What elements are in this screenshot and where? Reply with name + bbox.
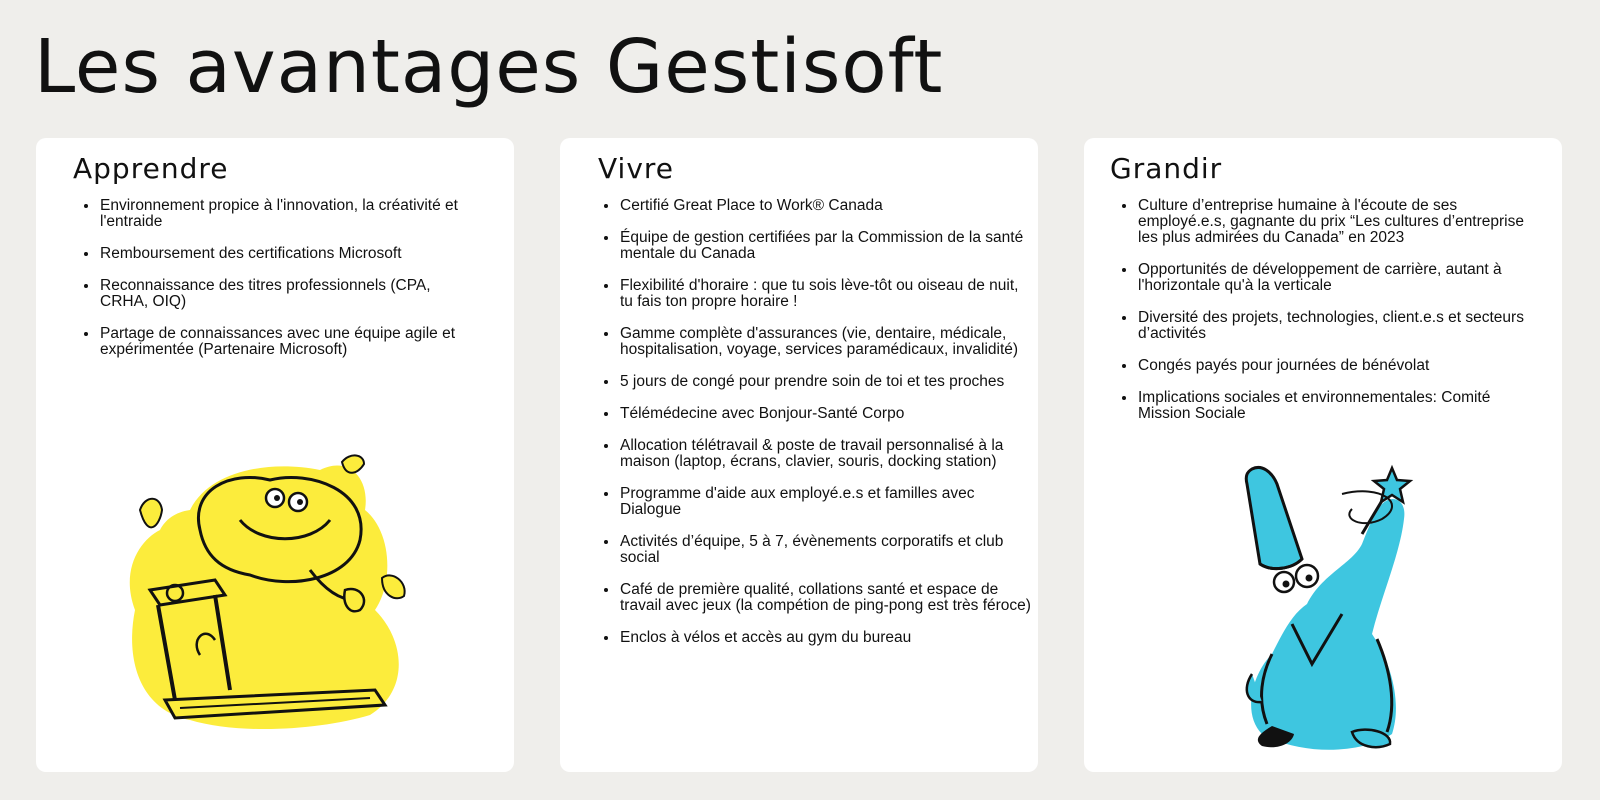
list-item: Café de première qualité, collations santé et espace de travail avec jeux (la compétion de ping-pong est très féroce) — [620, 581, 1031, 614]
list-item: Gamme complète d'assurances (vie, dentaire, médicale, hospitalisation, voyage, services paramédicaux, invalidité) — [620, 326, 1032, 358]
list-item: Diversité des projets, technologies, client.e.s et secteurs d’activités — [1138, 310, 1536, 342]
list-item: Allocation télétravail & poste de travail personnalisé à la maison (laptop, écrans, clavier, souris, docking station) — [620, 438, 1032, 470]
list-item: Environnement propice à l'innovation, la créativité et l'entraide — [100, 198, 478, 230]
list-item: Implications sociales et environnementales: Comité Mission Sociale — [1138, 390, 1536, 422]
list-item: Équipe de gestion certifiées par la Commission de la santé mentale du Canada — [620, 230, 1032, 262]
card-title-grandir: Grandir — [1110, 152, 1223, 185]
list-item: Activités d’équipe, 5 à 7, évènements corporatifs et club social — [620, 534, 1032, 566]
list-item: Remboursement des certifications Microsoft — [100, 246, 478, 262]
card-title-apprendre: Apprendre — [73, 152, 229, 185]
list-item: Culture d’entreprise humaine à l'écoute de ses employé.e.s, gagnante du prix “Les cultures d’entreprise les plus admirées du Canada” en 2023 — [1138, 198, 1536, 246]
list-item: 5 jours de congé pour prendre soin de toi et tes proches — [620, 374, 1032, 390]
card-vivre — [560, 138, 1038, 772]
list-item: Reconnaissance des titres professionnels (CPA, CRHA, OIQ) — [100, 278, 478, 310]
list-item: Opportunités de développement de carrière, autant à l'horizontale qu'à la verticale — [1138, 262, 1536, 294]
card-apprendre — [36, 138, 514, 772]
card-title-vivre: Vivre — [598, 152, 675, 185]
list-item: Partage de connaissances avec une équipe agile et expérimentée (Partenaire Microsoft) — [100, 326, 478, 358]
card-grandir — [1084, 138, 1562, 772]
list-item: Programme d'aide aux employé.e.s et familles avec Dialogue — [620, 486, 1032, 518]
list-item: Enclos à vélos et accès au gym du bureau — [620, 630, 1032, 646]
benefits-list-vivre — [592, 198, 1032, 662]
list-item: Certifié Great Place to Work® Canada — [620, 198, 1032, 214]
list-item: Télémédecine avec Bonjour-Santé Corpo — [620, 406, 1032, 422]
benefits-list-grandir — [1110, 198, 1536, 438]
benefits-list-apprendre — [72, 198, 478, 374]
wizard-character-illustration — [1232, 464, 1432, 754]
list-item: Flexibilité d'horaire : que tu sois lève-tôt ou oiseau de nuit, tu fais ton propre horaire ! — [620, 278, 1032, 310]
page-title: Les avantages Gestisoft — [34, 24, 944, 110]
treadmill-character-illustration — [120, 450, 420, 734]
list-item: Congés payés pour journées de bénévolat — [1138, 358, 1536, 374]
